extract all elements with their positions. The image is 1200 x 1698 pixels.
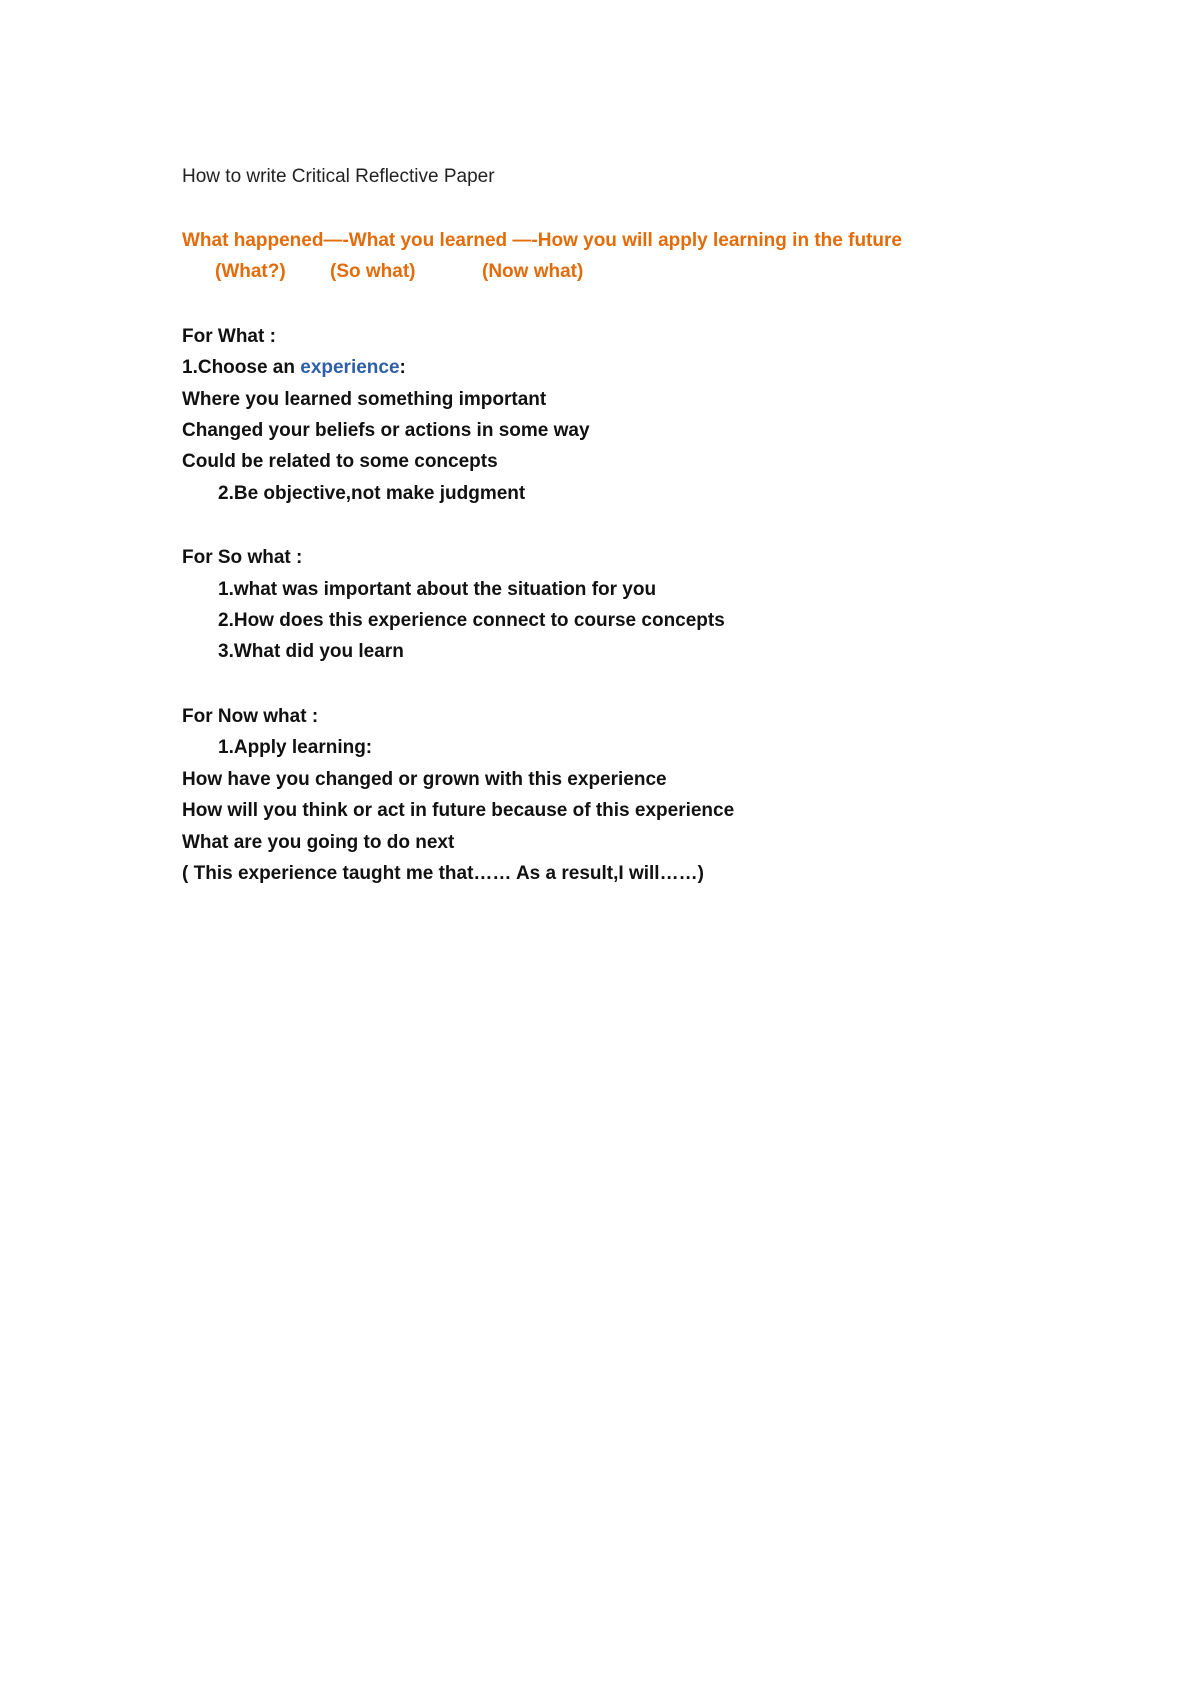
choose-experience-line bbox=[182, 356, 406, 380]
flow-learned: What you learned bbox=[348, 230, 513, 251]
flow-separator-1: —- bbox=[323, 230, 349, 251]
flow-happened: What happened bbox=[182, 230, 324, 251]
flow-apply: How you will apply learning in the future bbox=[537, 230, 902, 251]
now-what-bullet-3: What are you going to do next bbox=[182, 832, 455, 853]
flow-line bbox=[182, 229, 902, 253]
flow-sub-labels bbox=[0, 260, 1200, 284]
so-what-item-1: 1.what was important about the situation for you bbox=[218, 579, 657, 600]
what-bullet-3: Could be related to some concepts bbox=[182, 451, 498, 472]
now-what-bullet-2: How will you think or act in future because of this experience bbox=[182, 800, 735, 821]
heading-for-so-what: For So what : bbox=[182, 547, 303, 568]
now-what-bullet-4: ( This experience taught me that…… As a result,I will……) bbox=[182, 863, 704, 884]
objective-item: 2.Be objective,not make judgment bbox=[218, 483, 526, 504]
sub-label-so-what: (So what) bbox=[330, 261, 416, 282]
flow-separator-2: —- bbox=[512, 230, 538, 251]
what-bullet-2: Changed your beliefs or actions in some way bbox=[182, 420, 590, 441]
sub-label-now-what: (Now what) bbox=[482, 261, 584, 282]
now-what-bullet-1: How have you changed or grown with this experience bbox=[182, 769, 667, 790]
experience-link[interactable]: experience bbox=[300, 357, 400, 378]
choose-prefix: 1.Choose an bbox=[182, 357, 301, 378]
document-title: How to write Critical Reflective Paper bbox=[182, 166, 495, 187]
so-what-item-3: 3.What did you learn bbox=[218, 641, 404, 662]
heading-for-what: For What : bbox=[182, 326, 276, 347]
choose-suffix: : bbox=[399, 357, 406, 378]
so-what-item-2: 2.How does this experience connect to course concepts bbox=[218, 610, 725, 631]
sub-label-what: (What?) bbox=[215, 261, 286, 282]
what-bullet-1: Where you learned something important bbox=[182, 389, 547, 410]
heading-for-now-what: For Now what : bbox=[182, 706, 319, 727]
apply-learning-item: 1.Apply learning: bbox=[218, 737, 373, 758]
